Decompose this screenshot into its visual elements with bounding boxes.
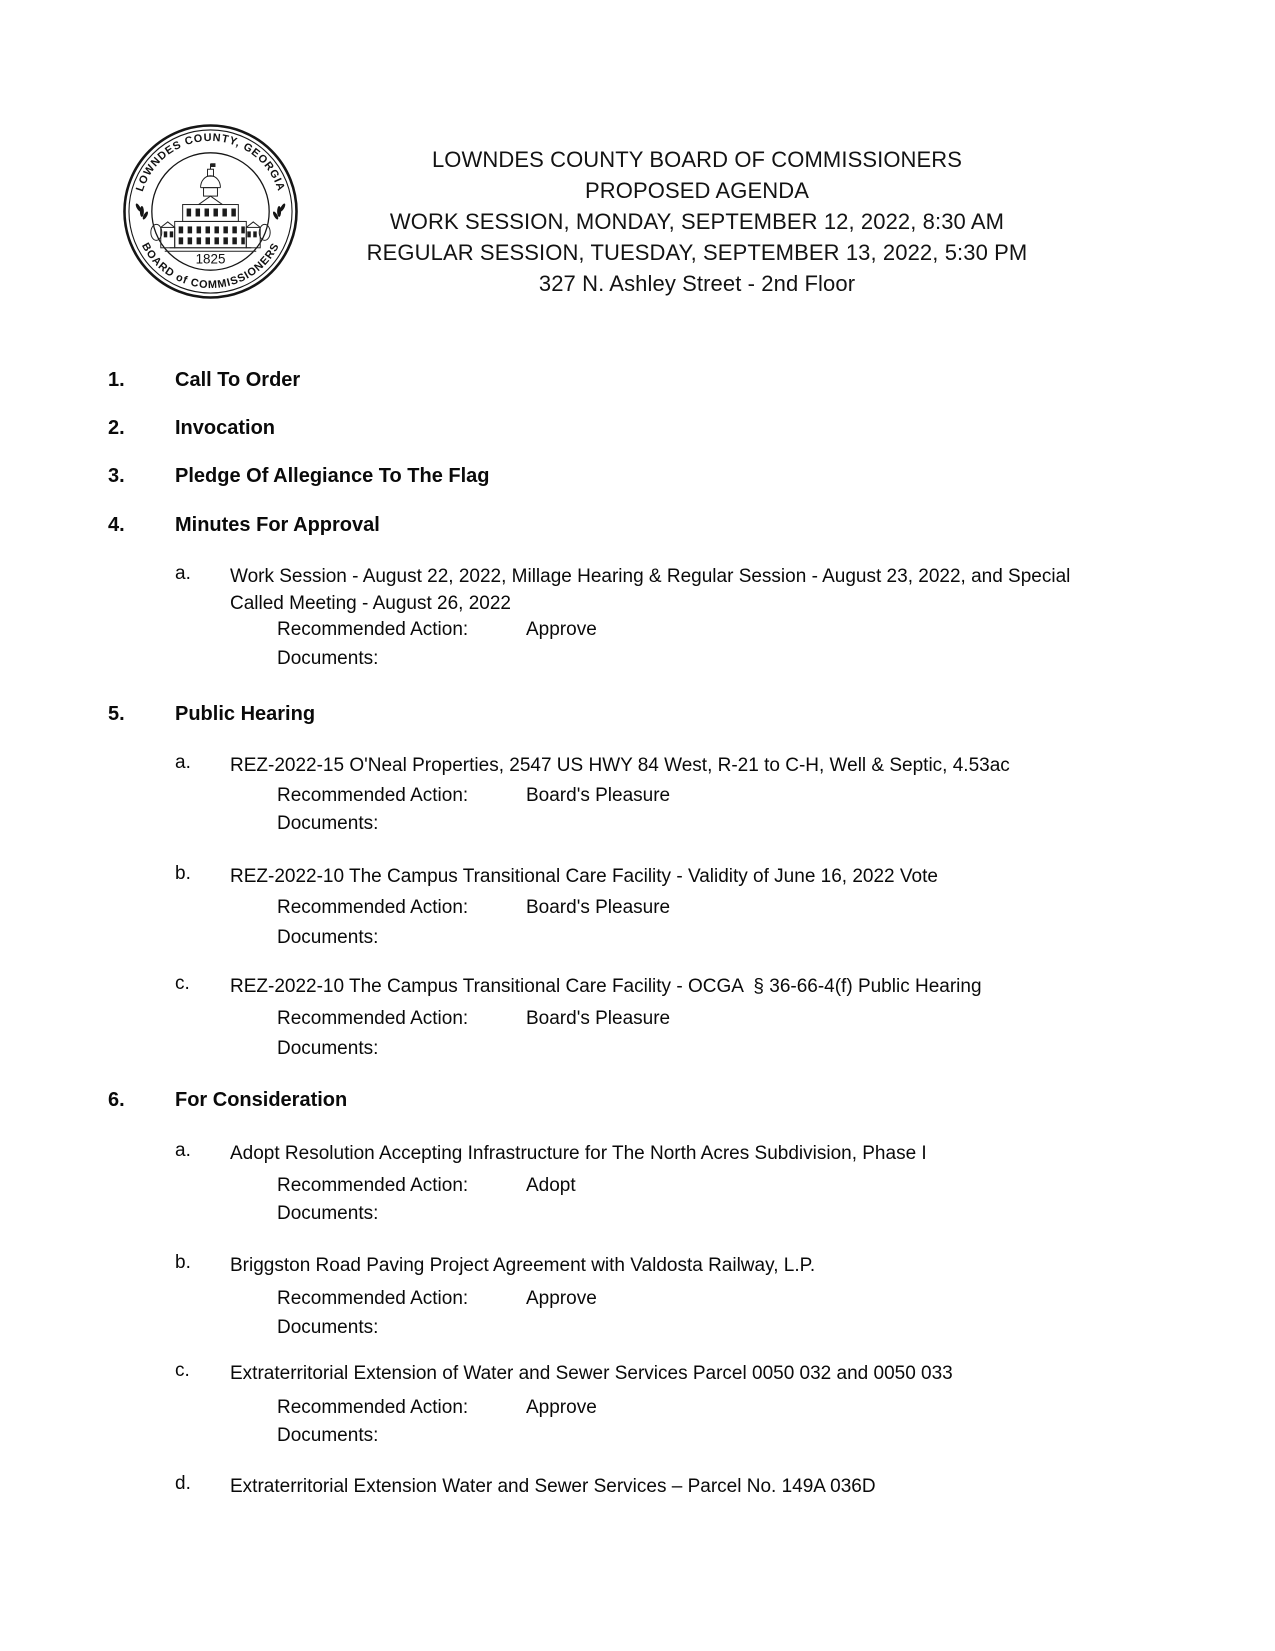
recommended-action-value: Approve: [526, 1288, 597, 1309]
documents-label: Documents:: [277, 927, 379, 948]
header-org-name: LOWNDES COUNTY BOARD OF COMMISSIONERS: [431, 147, 963, 172]
section-number: 1.: [108, 369, 125, 391]
seal-leaf-left-icon: [135, 203, 149, 220]
documents-label: Documents:: [277, 1425, 379, 1446]
seal-bottom-text: BOARD of COMMISSIONERS: [139, 240, 282, 292]
seal-leaf-right-icon: [272, 203, 286, 220]
header-address-line: 327 N. Ashley Street - 2nd Floor: [538, 271, 856, 296]
header-work-session-line: WORK SESSION, MONDAY, SEPTEMBER 12, 2022, 8:30 AM: [389, 209, 1005, 234]
recommended-action-label: Recommended Action:: [277, 619, 469, 640]
section-title: Call To Order: [175, 369, 301, 391]
recommended-action-label: Recommended Action:: [277, 1397, 469, 1418]
recommended-action-value: Approve: [526, 1397, 597, 1418]
recommended-action-label: Recommended Action:: [277, 785, 469, 806]
item-letter: b.: [175, 863, 191, 884]
county-seal-graphic: [121, 122, 300, 301]
seal-top-text-ring: [134, 132, 287, 193]
recommended-action-value: Board's Pleasure: [526, 1008, 671, 1029]
item-letter: c.: [175, 973, 190, 994]
county-seal: [121, 122, 300, 301]
item-letter: b.: [175, 1252, 191, 1273]
documents-label: Documents:: [277, 1203, 379, 1224]
section-title: Minutes For Approval: [175, 514, 380, 536]
section-title: For Consideration: [175, 1089, 348, 1111]
item-letter: c.: [175, 1360, 190, 1381]
documents-label: Documents:: [277, 1317, 379, 1338]
item-text: Adopt Resolution Accepting Infrastructure for The North Acres Subdivision, Phase I: [230, 1143, 927, 1164]
recommended-action-value: Adopt: [526, 1175, 576, 1196]
item-letter: a.: [175, 563, 191, 584]
header-agenda-type: PROPOSED AGENDA: [584, 178, 809, 203]
courthouse-illustration: [151, 164, 270, 252]
recommended-action-label: Recommended Action:: [277, 1175, 469, 1196]
section-number: 6.: [108, 1089, 125, 1111]
recommended-action-value: Approve: [526, 619, 597, 640]
documents-label: Documents:: [277, 813, 379, 834]
documents-label: Documents:: [277, 1038, 379, 1059]
section-title: Public Hearing: [175, 703, 316, 725]
section-number: 4.: [108, 514, 125, 536]
item-text: Briggston Road Paving Project Agreement with Valdosta Railway, L.P.: [230, 1255, 816, 1276]
recommended-action-label: Recommended Action:: [277, 897, 469, 918]
section-number: 3.: [108, 465, 125, 487]
section-title: Invocation: [175, 417, 276, 439]
item-letter: d.: [175, 1473, 191, 1494]
documents-label: Documents:: [277, 648, 379, 669]
recommended-action-value: Board's Pleasure: [526, 897, 671, 918]
section-title: Pledge Of Allegiance To The Flag: [175, 465, 490, 487]
item-text: REZ-2022-10 The Campus Transitional Care Facility - OCGA § 36-66-4(f) Public Hearing: [230, 976, 982, 997]
item-text: Work Session - August 22, 2022, Millage Hearing & Regular Session - August 23, 2022, and Special Called Meeting - August 26, 2022: [230, 566, 1076, 614]
item-text: REZ-2022-10 The Campus Transitional Care Facility - Validity of June 16, 2022 Vote: [230, 866, 938, 887]
seal-top-text: LOWNDES COUNTY, GEORGIA: [133, 131, 288, 194]
recommended-action-value: Board's Pleasure: [526, 785, 671, 806]
section-number: 5.: [108, 703, 125, 725]
item-letter: a.: [175, 752, 191, 773]
item-letter: a.: [175, 1140, 191, 1161]
recommended-action-label: Recommended Action:: [277, 1008, 469, 1029]
recommended-action-label: Recommended Action:: [277, 1288, 469, 1309]
document-header: [322, 144, 1072, 299]
section-number: 2.: [108, 417, 125, 439]
item-text: Extraterritorial Extension of Water and Sewer Services Parcel 0050 032 and 0050 033: [230, 1363, 953, 1384]
item-text: Extraterritorial Extension Water and Sewer Services – Parcel No. 149A 036D: [230, 1476, 876, 1497]
seal-year: 1825: [195, 251, 226, 267]
item-text: REZ-2022-15 O'Neal Properties, 2547 US HWY 84 West, R-21 to C-H, Well & Septic, 4.53ac: [230, 755, 1010, 776]
header-regular-session-line: REGULAR SESSION, TUESDAY, SEPTEMBER 13, 2022, 5:30 PM: [366, 240, 1028, 265]
